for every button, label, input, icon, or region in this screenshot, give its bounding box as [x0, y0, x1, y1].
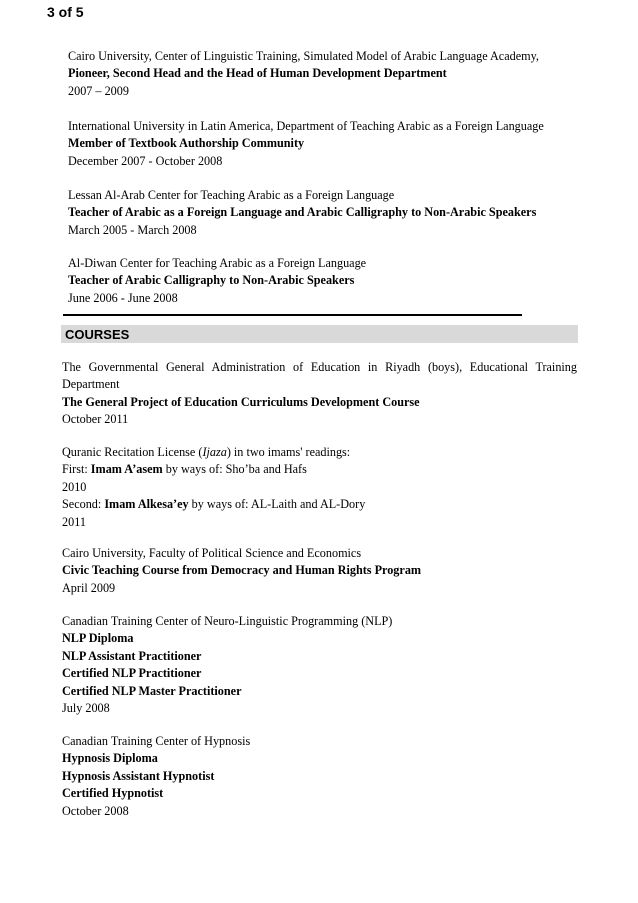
section-divider	[63, 314, 522, 316]
course-date: October 2011	[62, 412, 129, 427]
experience-org: Al-Diwan Center for Teaching Arabic as a Foreign Language	[68, 256, 367, 270]
course-entry-quran	[62, 444, 365, 531]
course-item: NLP Assistant Practitioner	[62, 648, 202, 663]
experience-role: Member of Textbook Authorship Community	[68, 136, 305, 151]
course-first-reading: First: Imam A’asem by ways of: Sho’ba and Hafs	[62, 462, 307, 477]
experience-entry	[68, 48, 539, 100]
course-title: Civic Teaching Course from Democracy and Human Rights Program	[62, 563, 422, 578]
course-org: The Governmental General Administration of Education in Riyadh (boys), Educational Training Department	[62, 360, 577, 392]
experience-role: Teacher of Arabic as a Foreign Language and Arabic Calligraphy to Non-Arabic Speakers	[68, 205, 537, 220]
course-item: Certified NLP Master Practitioner	[62, 683, 242, 698]
course-org: Cairo University, Faculty of Political Science and Economics	[62, 546, 362, 560]
experience-dates: June 2006 - June 2008	[68, 290, 178, 305]
course-title: The General Project of Education Curriculums Development Course	[62, 394, 420, 409]
course-item: Hypnosis Diploma	[62, 751, 158, 766]
experience-dates: December 2007 - October 2008	[68, 153, 223, 168]
experience-entry	[68, 118, 544, 170]
course-date: July 2008	[62, 701, 110, 716]
experience-org: Lessan Al-Arab Center for Teaching Arabic as a Foreign Language	[68, 188, 395, 202]
courses-heading: COURSES	[65, 327, 130, 342]
experience-entry	[68, 255, 366, 307]
course-first-year: 2010	[62, 479, 87, 494]
course-second-year: 2011	[62, 514, 86, 529]
course-item: Certified Hypnotist	[62, 786, 164, 801]
ijaza-term: Ijaza	[202, 445, 227, 459]
course-org: Canadian Training Center of Neuro-Linguistic Programming (NLP)	[62, 614, 393, 628]
courses-heading-bar	[61, 325, 578, 343]
course-intro: Quranic Recitation License (Ijaza) in two imams' readings:	[62, 445, 351, 459]
course-entry-nlp	[62, 613, 392, 717]
experience-role: Pioneer, Second Head and the Head of Human Development Department	[68, 66, 447, 81]
course-date: October 2008	[62, 803, 129, 818]
course-entry-cairo	[62, 545, 421, 597]
course-date: April 2009	[62, 580, 116, 595]
page-number: 3 of 5	[47, 4, 84, 20]
course-entry-hypnosis	[62, 733, 250, 820]
course-entry-riyadh	[62, 359, 577, 429]
course-item: Certified NLP Practitioner	[62, 666, 202, 681]
experience-dates: March 2005 - March 2008	[68, 222, 197, 237]
course-item: NLP Diploma	[62, 631, 134, 646]
experience-org: Cairo University, Center of Linguistic Training, Simulated Model of Arabic Language Academy,	[68, 49, 539, 63]
course-second-reading: Second: Imam Alkesa’ey by ways of: AL-Laith and AL-Dory	[62, 497, 366, 512]
course-item: Hypnosis Assistant Hypnotist	[62, 768, 215, 783]
course-org: Canadian Training Center of Hypnosis	[62, 734, 251, 748]
experience-role: Teacher of Arabic Calligraphy to Non-Arabic Speakers	[68, 273, 355, 288]
experience-dates: 2007 – 2009	[68, 83, 129, 98]
experience-entry	[68, 187, 536, 239]
experience-org: International University in Latin America, Department of Teaching Arabic as a Foreign Language	[68, 119, 544, 133]
